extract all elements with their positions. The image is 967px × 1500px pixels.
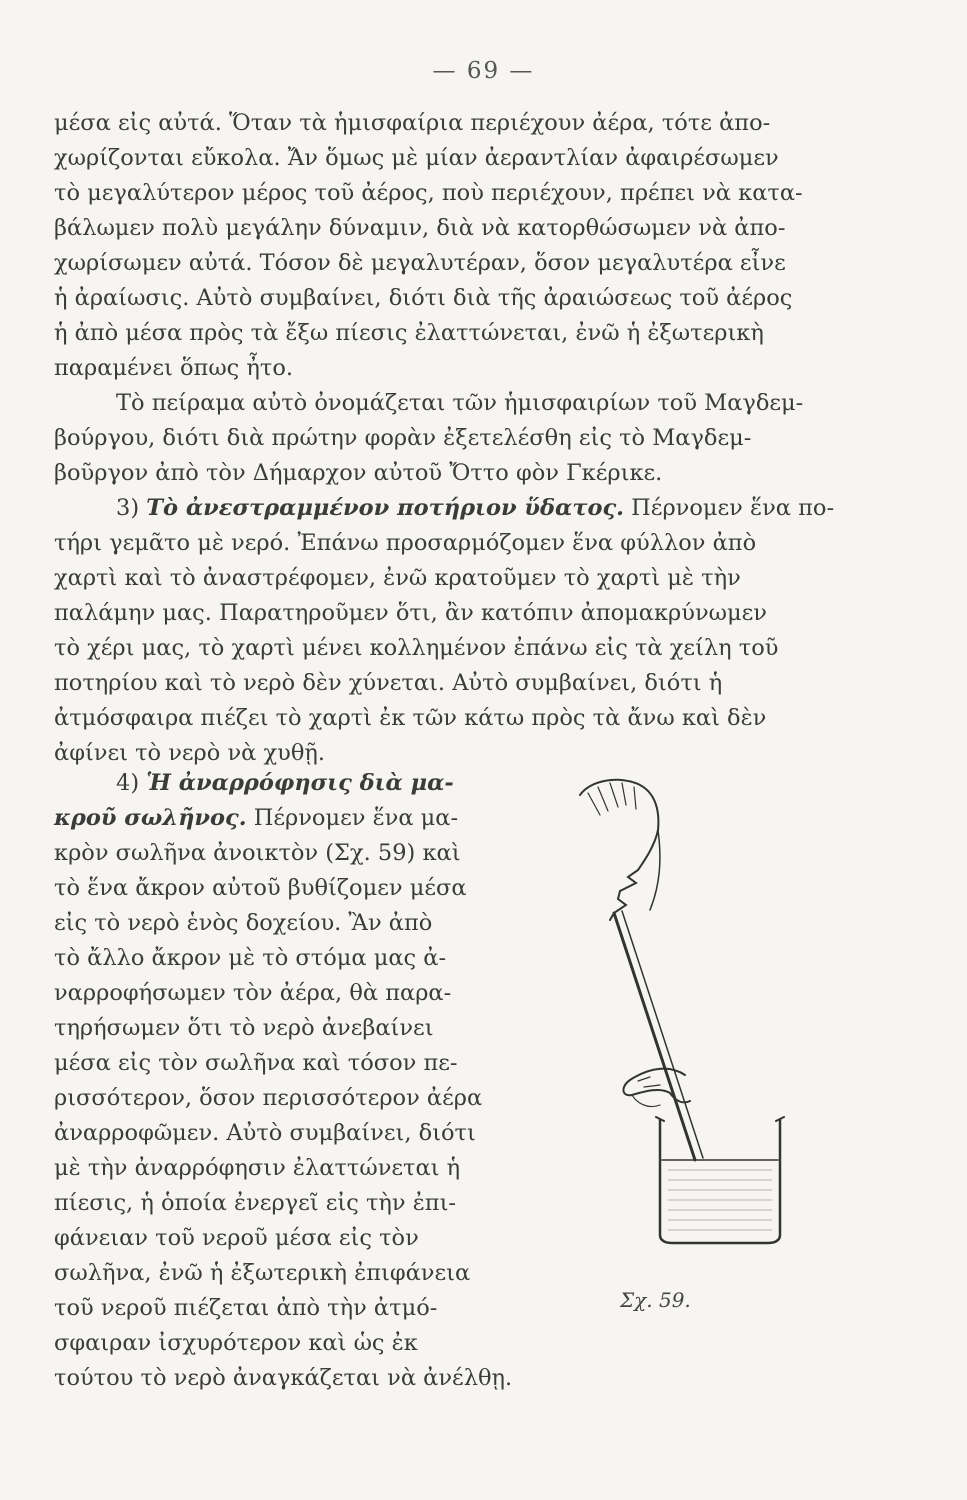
text-line: ναρροφήσωμεν τὸν ἀέρα, θὰ παρα- bbox=[54, 980, 452, 1006]
text-line: χωρίζονται εὔκολα. Ἄν ὅμως μὲ μίαν ἀεραντλίαν ἀφαιρέσωμεν bbox=[54, 145, 779, 171]
text-line: εἰς τὸ νερὸ ἑνὸς δοχείου. Ἂν ἀπὸ bbox=[54, 910, 433, 936]
text-line: παλάμην μας. Παρατηροῦμεν ὅτι, ἂν κατόπιν ἀπομακρύνωμεν bbox=[54, 600, 767, 626]
beaker bbox=[660, 1120, 780, 1243]
section-4-title: Ἡ ἀναρρόφησις διὰ μα- bbox=[146, 770, 454, 796]
section-3-heading-line bbox=[54, 491, 834, 526]
text-line: σωλῆνα, ἐνῶ ἡ ἐξωτερικὴ ἐπιφάνεια bbox=[54, 1260, 471, 1286]
section-3-title: Τὸ ἀνεστραμμένον ποτήριον ὕδατος. bbox=[146, 495, 625, 521]
section-4-heading-line bbox=[54, 766, 524, 801]
section-4-title-cont: κροῦ σωλῆνος. bbox=[54, 805, 247, 831]
text-line: ρισσότερον, ὅσον περισσότερον ἀέρα bbox=[54, 1085, 483, 1111]
text-line: τούτου τὸ νερὸ ἀναγκάζεται νὰ ἀνέλθῃ. bbox=[54, 1365, 513, 1391]
text-line: τὸ χέρι μας, τὸ χαρτὶ μένει κολλημένον ἐπάνω εἰς τὰ χείλη τοῦ bbox=[54, 635, 779, 661]
text-line: τηρήσωμεν ὅτι τὸ νερὸ ἀνεβαίνει bbox=[54, 1015, 434, 1041]
text-line: ἀναρροφῶμεν. Αὐτὸ συμβαίνει, διότι bbox=[54, 1120, 476, 1146]
text-line: πίεσις, ἡ ὁποία ἐνεργεῖ εἰς τὴν ἐπι- bbox=[54, 1190, 457, 1216]
section-4-text bbox=[54, 766, 524, 1396]
text-line: τὸ ἕνα ἄκρον αὐτοῦ βυθίζομεν μέσα bbox=[54, 875, 467, 901]
suction-tube-illustration bbox=[510, 775, 790, 1245]
text-line: μέσα εἰς τὸν σωλῆνα καὶ τόσον πε- bbox=[54, 1050, 458, 1076]
hair-outline bbox=[580, 780, 658, 830]
section-4-number: 4) bbox=[116, 770, 140, 796]
text-line: Πέρνομεν ἕνα μα- bbox=[253, 805, 459, 831]
text-line: χαρτὶ καὶ τὸ ἀναστρέφομεν, ἐνῶ κρατοῦμεν τὸ χαρτὶ μὲ τὴν bbox=[54, 565, 741, 591]
text-line: κρὸν σωλῆνα ἀνοικτὸν (Σχ. 59) καὶ bbox=[54, 840, 461, 866]
text-line: ἀφίνει τὸ νερὸ νὰ χυθῇ. bbox=[54, 740, 325, 766]
main-text bbox=[54, 106, 834, 771]
section-3-number: 3) bbox=[116, 495, 140, 521]
text-line: βοῦργον ἀπὸ τὸν Δήμαρχον αὐτοῦ Ὄττο φὸν Γκέρικε. bbox=[54, 460, 663, 486]
text-line: τὸ ἄλλο ἄκρον μὲ τὸ στόμα μας ἀ- bbox=[54, 945, 447, 971]
text-line: παραμένει ὅπως ἦτο. bbox=[54, 355, 294, 381]
text-line: ἡ ἀραίωσις. Αὐτὸ συμβαίνει, διότι διὰ τῆς ἀραιώσεως τοῦ ἀέρος bbox=[54, 285, 793, 311]
text-line: μὲ τὴν ἀναρρόφησιν ἐλαττώνεται ἡ bbox=[54, 1155, 461, 1181]
text-line: τήρι γεμᾶτο μὲ νερό. Ἐπάνω προσαρμόζομεν ἕνα φύλλον ἀπὸ bbox=[54, 530, 757, 556]
text-line: τοῦ νεροῦ πιέζεται ἀπὸ τὴν ἀτμό- bbox=[54, 1295, 438, 1321]
figure-caption: Σχ. 59. bbox=[620, 1288, 691, 1312]
text-line: Τὸ πείραμα αὐτὸ ὀνομάζεται τῶν ἡμισφαιρίων τοῦ Μαγδεμ- bbox=[116, 390, 804, 416]
text-line: τὸ μεγαλύτερον μέρος τοῦ ἀέρος, ποὺ περιέχουν, πρέπει νὰ κατα- bbox=[54, 180, 803, 206]
text-line: ἡ ἀπὸ μέσα πρὸς τὰ ἔξω πίεσις ἐλαττώνεται, ἐνῶ ἡ ἐξωτερικὴ bbox=[54, 320, 764, 346]
page-number: — 69 — bbox=[432, 58, 535, 84]
section-4-heading-line-2 bbox=[54, 801, 524, 836]
text-line: Πέρνομεν ἕνα πο- bbox=[631, 495, 835, 521]
text-line: φάνειαν τοῦ νεροῦ μέσα εἰς τὸν bbox=[54, 1225, 419, 1251]
text-line: χωρίσωμεν αὐτά. Τόσον δὲ μεγαλυτέραν, ὅσον μεγαλυτέρα εἶνε bbox=[54, 250, 786, 276]
text-line: ποτηρίου καὶ τὸ νερὸ δὲν χύνεται. Αὐτὸ συμβαίνει, διότι ἡ bbox=[54, 670, 723, 696]
text-line: ἀτμόσφαιρα πιέζει τὸ χαρτὶ ἐκ τῶν κάτω πρὸς τὰ ἄνω καὶ δὲν bbox=[54, 705, 767, 731]
glass-tube bbox=[614, 913, 695, 1160]
text-line: σφαιραν ἰσχυρότερον καὶ ὡς ἐκ bbox=[54, 1330, 418, 1356]
text-line: βάλωμεν πολὺ μεγάλην δύναμιν, διὰ νὰ κατορθώσωμεν νὰ ἀπο- bbox=[54, 215, 786, 241]
text-line: μέσα εἰς αὐτά. Ὅταν τὰ ἡμισφαίρια περιέχουν ἀέρα, τότε ἀπο- bbox=[54, 110, 771, 136]
text-line: βούργου, διότι διὰ πρώτην φορὰν ἐξετελέσθη εἰς τὸ Μαγδεμ- bbox=[54, 425, 752, 451]
